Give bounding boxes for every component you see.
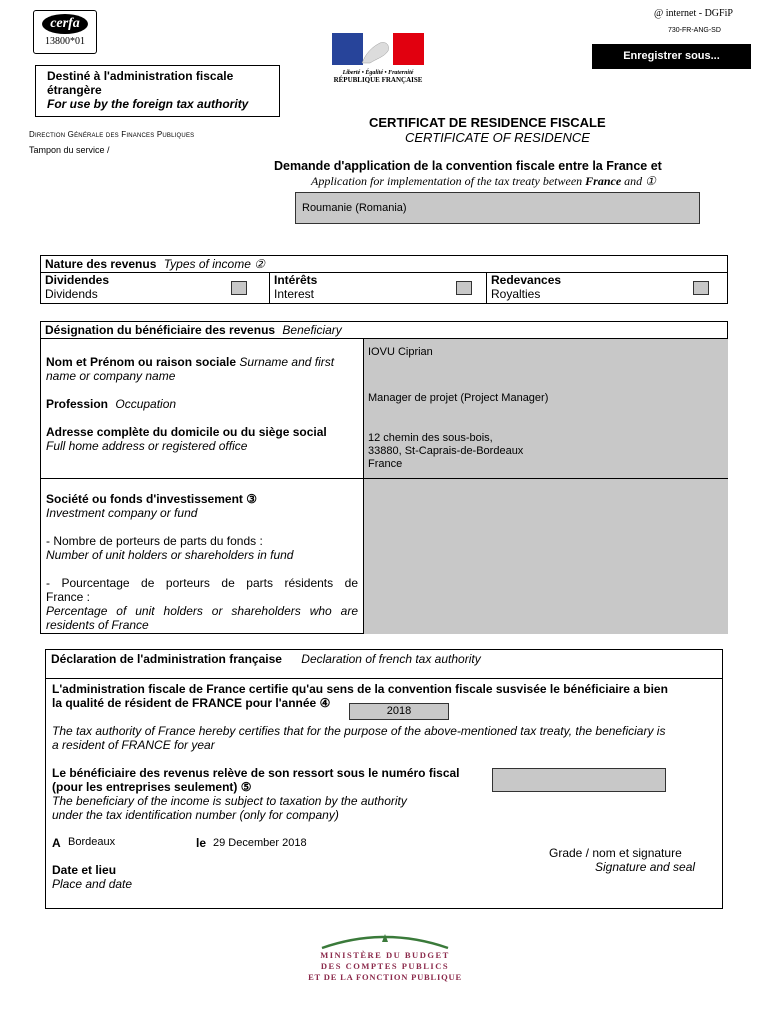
place-field[interactable]: Bordeaux	[68, 836, 116, 848]
royalties-checkbox[interactable]	[693, 281, 709, 295]
income-header	[41, 256, 727, 273]
profession-label: Profession Occupation	[46, 397, 177, 411]
address-label: Adresse complète du domicile ou du siège social Full home address or registered office	[46, 425, 327, 453]
fund-labels	[41, 479, 364, 634]
declaration-section	[45, 649, 723, 909]
grade-label-en: Signature and seal	[595, 860, 696, 874]
internet-label: @ internet - DGFiP	[654, 8, 733, 19]
beneficiary-section	[40, 321, 728, 634]
income-item-en: Royalties	[491, 287, 541, 301]
dest-fr-1: Destiné à l'administration fiscale	[47, 69, 234, 83]
year-field[interactable]: 2018	[349, 703, 449, 720]
date-lieu-fr: Date et lieu	[52, 863, 117, 877]
name-field[interactable]: IOVU Ciprian	[368, 346, 433, 358]
address-line-3: France	[368, 458, 403, 470]
beneficiary-header	[41, 322, 727, 339]
certify-en-2: a resident of FRANCE for year	[52, 738, 215, 752]
fiscal-fr-2: (pour les entreprises seulement) ⑤	[52, 780, 252, 794]
subtitle-en-1: Application for implementation of the tax treaty between	[311, 174, 583, 188]
certify-fr-2: la qualité de résident de FRANCE pour l'année ④	[52, 696, 331, 710]
beneficiary-title-fr: Désignation du bénéficiaire des revenus	[45, 323, 276, 337]
le-label: le	[196, 836, 207, 850]
date-lieu-en: Place and date	[52, 877, 133, 891]
income-item-en: Dividends	[45, 287, 98, 301]
form-code: 730-FR-ANG-SD	[668, 27, 721, 34]
subtitle-en	[311, 174, 656, 189]
dividends-checkbox[interactable]	[231, 281, 247, 295]
address-line-1: 12 chemin des sous-bois,	[368, 432, 493, 444]
fund-field[interactable]	[364, 479, 728, 634]
dest-en: For use by the foreign tax authority	[47, 97, 249, 111]
fiscal-number-field[interactable]	[492, 768, 666, 792]
pct-label-en-1: Percentage of unit holders or shareholders who are	[46, 604, 358, 618]
cerfa-block	[33, 10, 97, 54]
name-label: Nom et Prénom ou raison sociale Surname and first name or company name	[46, 355, 335, 383]
address-field[interactable]	[368, 432, 523, 471]
income-item-fr: Dividendes	[45, 273, 110, 287]
pct-label-fr-1: - Pourcentage de porteurs de parts résidents de	[46, 576, 358, 590]
cerfa-logo: cerfa	[42, 14, 88, 34]
destination-box	[35, 65, 280, 117]
a-label: A	[52, 836, 61, 850]
pct-label-en-2: residents of France	[46, 618, 149, 632]
income-item-dividends	[41, 273, 270, 304]
beneficiary-title-en: Beneficiary	[282, 323, 342, 337]
fiscal-en-1: The beneficiary of the income is subject to taxation by the authority	[52, 794, 407, 808]
dgfp-label: Direction Générale des Finances Publiques	[29, 130, 195, 139]
fiscal-en-2: under the tax identification number (only for company)	[52, 808, 339, 822]
ministry-line-3: ET DE LA FONCTION PUBLIQUE	[308, 972, 462, 982]
title-en: CERTIFICATE OF RESIDENCE	[405, 130, 590, 145]
country-field[interactable]: Roumanie (Romania)	[295, 192, 700, 224]
income-item-interest	[270, 273, 487, 304]
income-title-fr: Nature des revenus	[45, 257, 157, 271]
subtitle-en-2: and ①	[624, 174, 656, 188]
ministry-line-1: MINISTÈRE DU BUDGET	[320, 950, 450, 960]
dest-fr-2: étrangère	[47, 83, 102, 97]
pct-label-fr-2: France :	[46, 590, 91, 604]
income-item-fr: Redevances	[491, 273, 562, 287]
declaration-header	[46, 650, 722, 679]
holders-label-fr: - Nombre de porteurs de parts du fonds :	[46, 534, 263, 548]
marianne-logo	[332, 33, 424, 89]
holders-label-en: Number of unit holders or shareholders in fund	[46, 548, 294, 562]
certify-fr-1: L'administration fiscale de France certifie qu'au sens de la convention fiscale susvisée le bénéficiaire a bien	[52, 682, 668, 696]
republic-label: RÉPUBLIQUE FRANÇAISE	[333, 76, 423, 84]
fiscal-fr-1: Le bénéficiaire des revenus relève de son ressort sous le numéro fiscal	[52, 766, 460, 780]
fund-title-en: Investment company or fund	[46, 506, 198, 520]
marianne-flag-icon	[332, 33, 424, 65]
marianne-motto: Liberté • Égalité • Fraternité	[342, 70, 414, 76]
certify-en-1: The tax authority of France hereby certifies that for the purpose of the above-mentioned tax treaty, the beneficiary is	[52, 724, 666, 738]
cerfa-number: 13800*01	[45, 36, 85, 47]
income-item-royalties	[487, 273, 727, 304]
declaration-title-fr: Déclaration de l'administration française	[51, 652, 282, 666]
ministry-arc-icon	[320, 932, 450, 950]
interest-checkbox[interactable]	[456, 281, 472, 295]
tampon-label: Tampon du service /	[29, 145, 110, 155]
fund-title-fr: Société ou fonds d'investissement ③	[46, 492, 257, 506]
income-item-en: Interest	[274, 287, 315, 301]
grade-label-fr: Grade / nom et signature	[549, 846, 682, 860]
ministry-line-2: DES COMPTES PUBLICS	[320, 961, 450, 971]
declaration-title-en: Declaration of french tax authority	[301, 652, 481, 666]
ministry-logo	[300, 932, 470, 992]
income-section	[40, 255, 728, 304]
income-title-en: Types of income ②	[163, 257, 265, 271]
title-fr: CERTIFICAT DE RESIDENCE FISCALE	[369, 115, 606, 130]
save-as-button[interactable]: Enregistrer sous...	[592, 44, 751, 69]
profession-field[interactable]: Manager de projet (Project Manager)	[368, 392, 549, 404]
subtitle-fr: Demande d'application de la convention fiscale entre la France et	[274, 159, 662, 173]
address-line-2: 33880, St-Caprais-de-Bordeaux	[368, 445, 524, 457]
subtitle-en-france: France	[585, 174, 622, 188]
date-field[interactable]: 29 December 2018	[213, 837, 307, 849]
income-item-fr: Intérêts	[274, 273, 318, 287]
